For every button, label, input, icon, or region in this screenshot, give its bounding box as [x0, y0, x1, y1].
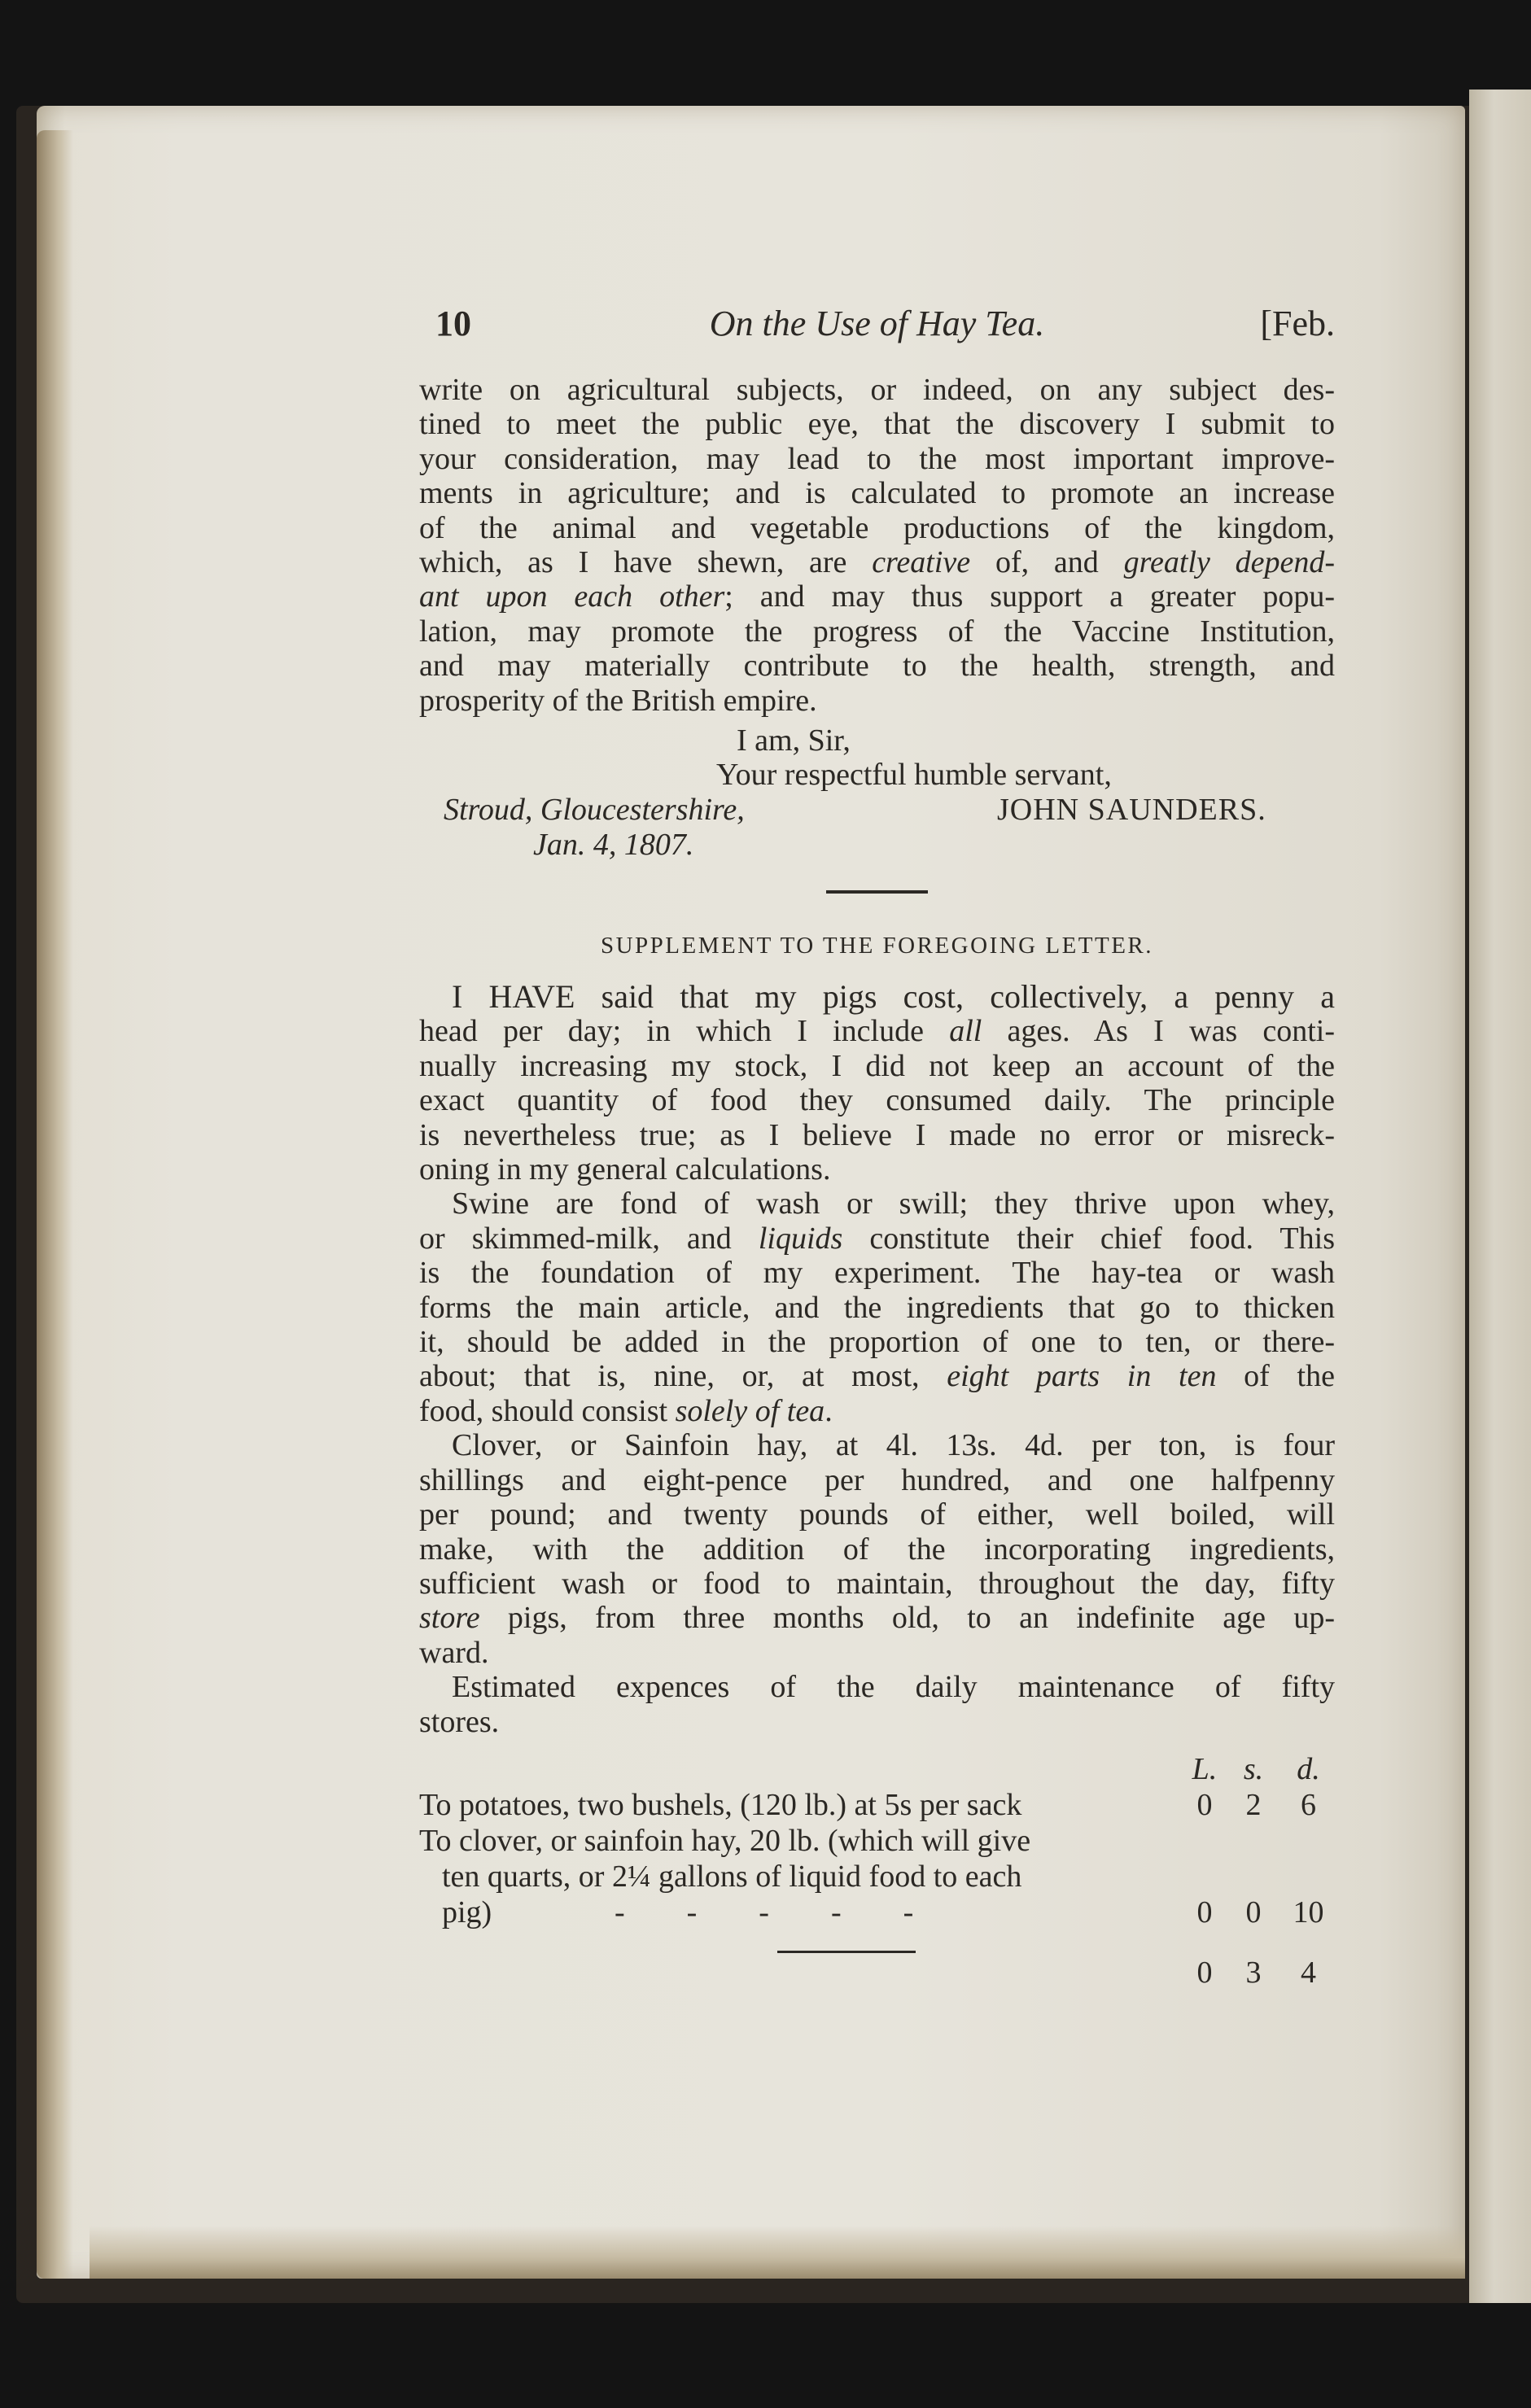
text-line: nually increasing my stock, I did not keep an account of the: [419, 1048, 1335, 1083]
text-line: lation, may promote the progress of the Vaccine Institution,: [419, 614, 1335, 649]
text-line: shillings and eight-pence per hundred, and one halfpenny: [419, 1462, 1335, 1497]
text-line: about; that is, nine, or, at most, eight parts in ten of the: [419, 1359, 1335, 1394]
letter-date: Jan. 4, 1807.: [533, 828, 694, 862]
item-pounds: 0: [1196, 1895, 1213, 1929]
closing-salutation: I am, Sir,: [737, 723, 851, 758]
text-line: exact quantity of food they consumed daily. The principle: [419, 1083, 1335, 1118]
adjacent-page-edge: [1469, 90, 1531, 2303]
item-shillings: 2: [1245, 1788, 1262, 1822]
account-header-row: [419, 1751, 1335, 1787]
text-line: your consideration, may lead to the most important improve-: [419, 441, 1335, 476]
page-left-edge: [37, 130, 73, 2279]
running-header: [419, 303, 1335, 343]
signature-name: JOHN SAUNDERS.: [997, 793, 1266, 827]
text-line: forms the main article, and the ingredients that go to thicken: [419, 1290, 1335, 1325]
text-line: ant upon each other; and may thus support a greater popu-: [419, 579, 1335, 614]
text-line: food, should consist solely of tea.: [419, 1393, 833, 1428]
text-line: Swine are fond of wash or swill; they thrive upon whey,: [452, 1187, 1335, 1221]
leader-dashes: - - - - -: [615, 1895, 914, 1929]
text-line: and may materially contribute to the health, strength, and: [419, 649, 1335, 684]
page-number: 10: [435, 304, 471, 343]
text-line: oning in my general calculations.: [419, 1152, 831, 1187]
item-label: To potatoes, two bushels, (120 lb.) at 5s per sack: [419, 1788, 1022, 1822]
item-label: ten quarts, or 2¼ gallons of liquid food to each: [442, 1860, 1022, 1894]
header-shillings: s.: [1243, 1752, 1264, 1786]
text-line: of the animal and vegetable productions of the kingdom,: [419, 510, 1335, 545]
text-line: head per day; in which I include all ages. As I was conti-: [419, 1014, 1336, 1049]
text-line: which, as I have shewn, are creative of, and greatly depend-: [419, 545, 1335, 580]
account-row-potatoes: [419, 1787, 1335, 1823]
header-pence: d.: [1297, 1752, 1320, 1786]
text-line: is the foundation of my experiment. The hay-tea or wash: [419, 1256, 1335, 1291]
text-line: tined to meet the public eye, that the discovery I submit to: [419, 407, 1335, 442]
item-pence: 10: [1293, 1895, 1324, 1929]
expense-account: [419, 1751, 1335, 1991]
header-month: [Feb.: [1260, 304, 1335, 343]
sum-rule: [777, 1951, 916, 1953]
text-line: Estimated expences of the daily maintenance of fifty: [452, 1670, 1335, 1705]
text-line: is nevertheless true; as I believe I made no error or misreck-: [419, 1117, 1335, 1152]
item-pounds: 0: [1196, 1788, 1213, 1822]
closing-valediction: Your respectful humble servant,: [716, 758, 1112, 792]
total-shillings: 3: [1245, 1956, 1262, 1990]
text-line: sufficient wash or food to maintain, throughout the day, fifty: [419, 1566, 1335, 1601]
section-divider: [826, 890, 928, 894]
account-total-row: [419, 1955, 1335, 1991]
text-line: I HAVE said that my pigs cost, collectively, a penny a: [452, 978, 1335, 1015]
item-label: pig): [442, 1895, 492, 1929]
text-line: write on agricultural subjects, or indeed, on any subject des-: [419, 373, 1335, 407]
text-line: ments in agriculture; and is calculated to promote an increase: [419, 476, 1335, 511]
letter-body: [419, 373, 1335, 718]
text-line: prosperity of the British empire.: [419, 683, 817, 718]
account-row-clover-line2: [419, 1859, 1335, 1894]
text-line: Clover, or Sainfoin hay, at 4l. 13s. 4d. per ton, is four: [452, 1428, 1335, 1463]
text-line: it, should be added in the proportion of one to ten, or there-: [419, 1325, 1335, 1360]
header-pounds: L.: [1192, 1752, 1218, 1786]
running-title: On the Use of Hay Tea.: [709, 304, 1045, 343]
account-row-clover-line1: [419, 1823, 1335, 1859]
item-pence: 6: [1301, 1788, 1316, 1822]
text-line: store pigs, from three months old, to an indefinite age up-: [419, 1601, 1335, 1636]
item-label: To clover, or sainfoin hay, 20 lb. (which will give: [419, 1824, 1031, 1858]
text-line: stores.: [419, 1704, 500, 1739]
signature-place: Stroud, Gloucestershire,: [444, 793, 745, 827]
item-shillings: 0: [1245, 1895, 1262, 1929]
text-line: make, with the addition of the incorporating ingredients,: [419, 1532, 1335, 1567]
total-pence: 4: [1301, 1956, 1316, 1990]
page-bottom-edge: [90, 2226, 1465, 2279]
supplement-heading: SUPPLEMENT TO THE FOREGOING LETTER.: [600, 933, 1154, 959]
total-pounds: 0: [1196, 1956, 1213, 1990]
text-line: or skimmed-milk, and liquids constitute their chief food. This: [419, 1221, 1335, 1256]
account-row-clover-line3: [419, 1894, 1335, 1930]
text-line: per pound; and twenty pounds of either, well boiled, will: [419, 1497, 1335, 1532]
supplement-body: [419, 980, 1335, 1739]
text-line: ward.: [419, 1635, 489, 1670]
